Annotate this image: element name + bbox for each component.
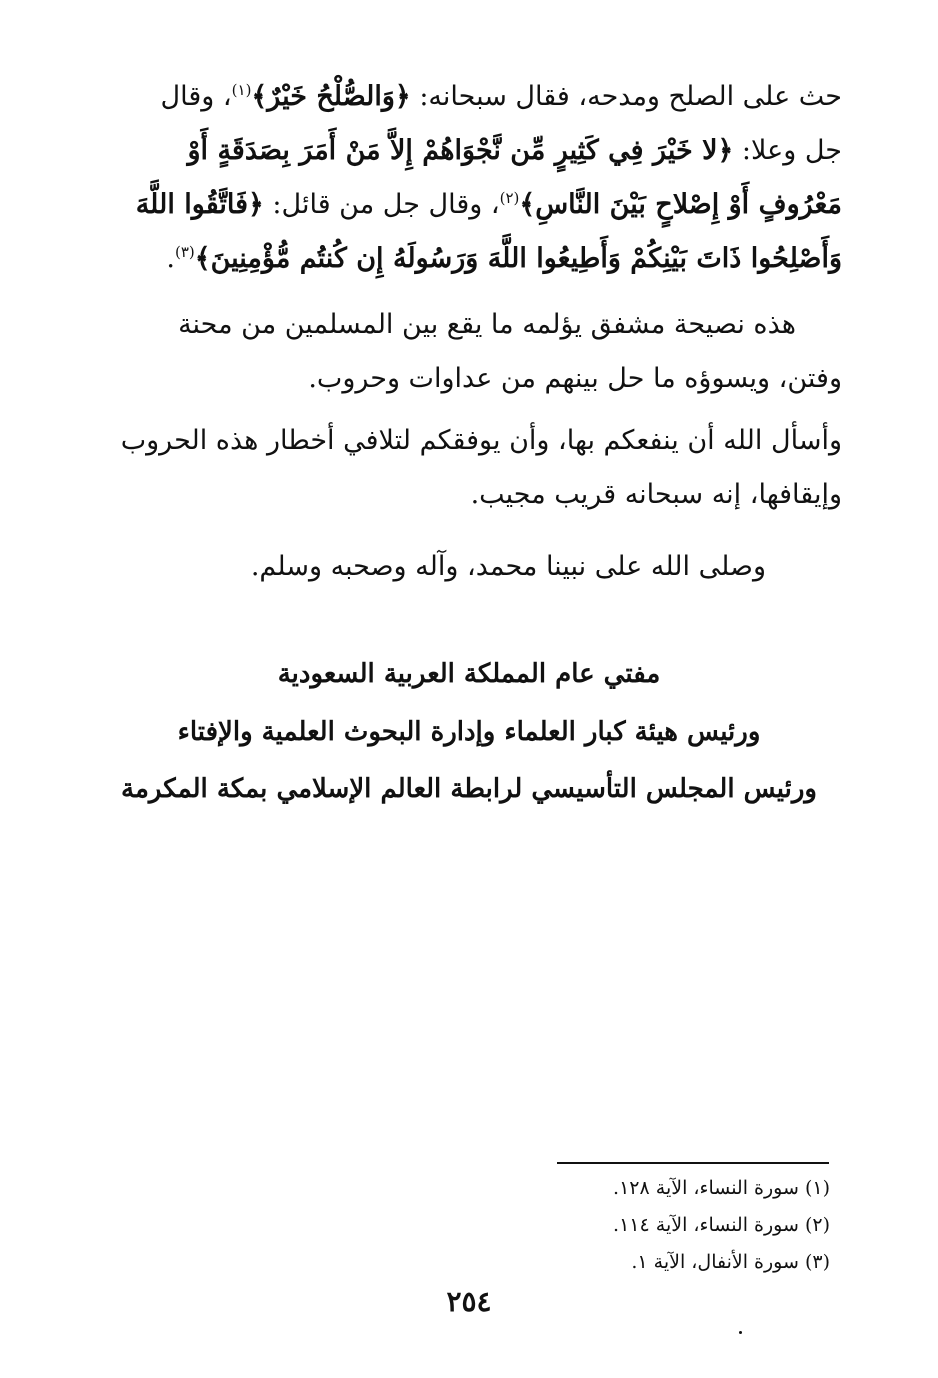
footnote-ref: (٣) bbox=[174, 243, 195, 261]
intro-line bbox=[90, 70, 842, 124]
footnote-divider bbox=[557, 1162, 829, 1164]
signature-title-line: مفتي عام المملكة العربية السعودية bbox=[277, 659, 661, 689]
print-speck bbox=[739, 1331, 742, 1334]
advice-line: وفتن، ويسوؤه ما حل بينهم من عداوات وحروب. bbox=[308, 363, 842, 394]
advice-paragraph bbox=[90, 298, 842, 406]
salutation-paragraph bbox=[90, 540, 842, 594]
salutation-line: وصلى الله على نبينا محمد، وآله وصحبه وسلم. bbox=[250, 551, 766, 582]
footnote-item: (٣) سورة الأنفال، الآية ١. bbox=[631, 1251, 830, 1273]
intro-line bbox=[90, 232, 842, 286]
quran-verse: مَعْرُوفٍ أَوْ إِصْلاحٍ بَيْنَ النَّاسِ﴾ bbox=[519, 189, 842, 220]
quran-verse: ﴿فَاتَّقُوا اللَّهَ bbox=[135, 189, 264, 220]
footnote-ref: (٢) bbox=[499, 189, 520, 207]
footnote-item: (٢) سورة النساء، الآية ١١٤. bbox=[613, 1214, 830, 1236]
prayer-line: وإيقافها، إنه سبحانه قريب مجيب. bbox=[470, 479, 842, 510]
footnote-ref: (١) bbox=[231, 81, 252, 99]
page-number: ٢٥٤ bbox=[446, 1285, 492, 1318]
body-text: حث على الصلح ومدحه، فقال سبحانه: bbox=[410, 81, 842, 112]
intro-paragraph bbox=[90, 70, 842, 286]
signature-title-line: ورئيس المجلس التأسيسي لرابطة العالم الإسلامي بمكة المكرمة bbox=[121, 774, 817, 804]
intro-line bbox=[90, 124, 842, 178]
signature-title-line: ورئيس هيئة كبار العلماء وإدارة البحوث العلمية والإفتاء bbox=[177, 717, 761, 747]
prayer-line: وأسأل الله أن ينفعكم بها، وأن يوفقكم لتلافي أخطار هذه الحروب bbox=[120, 425, 842, 456]
body-text: ، وقال bbox=[160, 81, 232, 112]
footnote-item: (١) سورة النساء، الآية ١٢٨. bbox=[613, 1177, 830, 1199]
body-text: . bbox=[166, 243, 175, 274]
footnotes-list bbox=[500, 1170, 830, 1281]
advice-line: هذه نصيحة مشفق يؤلمه ما يقع بين المسلمين من محنة bbox=[178, 309, 796, 340]
quran-verse: وَأَصْلِحُوا ذَاتَ بَيْنِكُمْ وَأَطِيعُوا اللَّهَ وَرَسُولَهُ إِن كُنتُم مُّؤْمِنِينَ﴾ bbox=[194, 243, 842, 274]
quran-verse: ﴿وَالصُّلْحُ خَيْرٌ﴾ bbox=[251, 81, 411, 112]
prayer-paragraph bbox=[90, 414, 842, 522]
intro-line bbox=[90, 178, 842, 232]
quran-verse: ﴿لا خَيْرَ فِي كَثِيرٍ مِّن نَّجْوَاهُمْ إِلاَّ مَنْ أَمَرَ بِصَدَقَةٍ أَوْ bbox=[187, 135, 734, 166]
body-text: جل وعلا: bbox=[733, 135, 842, 166]
body-text: ، وقال جل من قائل: bbox=[263, 189, 500, 220]
